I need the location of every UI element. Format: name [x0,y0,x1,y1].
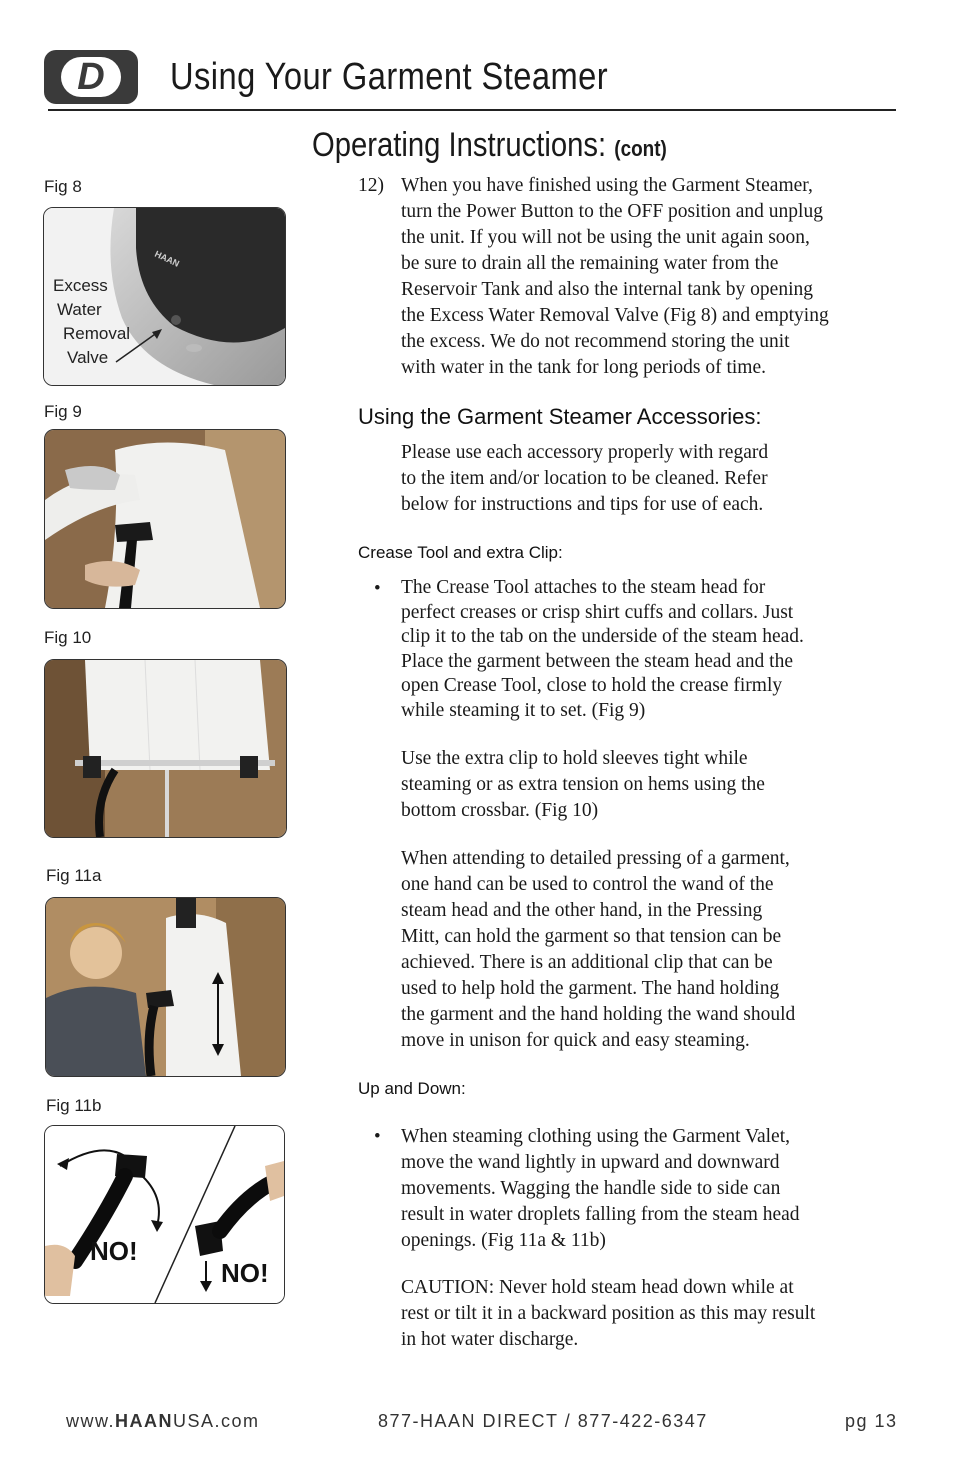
text-line: in hot water discharge. [401,1329,579,1350]
fig-10-image [44,659,287,838]
text-line: Please use each accessory properly with regard [401,442,769,463]
text-line: steam head and the other hand, in the Pressing [401,900,763,921]
text-line: below for instructions and tips for use of each. [401,494,764,515]
text-line: The Crease Tool attaches to the steam head for [401,577,766,598]
text-line: the Excess Water Removal Valve (Fig 8) and emptying [401,305,829,326]
text-line: openings. (Fig 11a & 11b) [401,1230,606,1251]
section-badge [44,50,138,104]
step-number: 12) [358,175,384,196]
text-line: Place the garment between the steam head and the [401,650,793,672]
text-line: movements. Wagging the handle side to side can [401,1178,781,1199]
fig-11a-image [45,897,286,1077]
text-line: CAUTION: Never hold steam head down while at [401,1277,794,1298]
footer-url-brand: HAAN [115,1411,174,1431]
text-line: perfect creases or crisp shirt cuffs and collars. Just [401,601,794,623]
title-divider [48,109,896,111]
warning-no-right: NO! [221,1258,269,1288]
accessories-heading: Using the Garment Steamer Accessories: [358,404,762,429]
crease-tool-bullet [401,576,901,723]
text-line: achieved. There is an additional clip that can be [401,952,773,973]
text-line: bottom crossbar. (Fig 10) [401,800,599,821]
section-title [312,126,667,165]
section-title-main: Operating Instructions: [312,126,607,164]
callout-line: Water [57,300,102,319]
text-line: to the item and/or location to be cleaned. Refer [401,468,768,489]
text-line: while steaming it to set. (Fig 9) [401,699,646,721]
text-line: Mitt, can hold the garment so that tension can be [401,926,782,947]
text-line: When you have finished using the Garment Steamer, [401,175,813,196]
text-line: clip it to the tab on the underside of the steam head. [401,626,804,647]
section-title-sub: (cont) [614,136,667,161]
text-line: steaming or as extra tension on hems using the [401,774,765,795]
caution-paragraph [401,1275,901,1353]
text-line: When attending to detailed pressing of a garment, [401,848,790,869]
text-line: the excess. We do not recommend storing the unit [401,331,790,352]
text-line: the unit. If you will not be using the unit again soon, [401,227,810,248]
text-line: the garment and the hand holding the wand should [401,1004,796,1025]
text-line: result in water droplets falling from the steam head [401,1204,800,1225]
fig-11a-label: Fig 11a [46,866,102,885]
text-line: used to help hold the garment. The hand holding [401,978,780,999]
text-line: Reservoir Tank and also the internal tank by opening [401,279,814,300]
up-down-bullet [401,1124,901,1254]
footer-phone: 877-HAAN DIRECT / 877-422-6347 [378,1411,708,1431]
bullet-icon: • [374,578,381,599]
fig-9-label: Fig 9 [44,402,82,421]
section-letter: D [61,57,121,97]
clip-paragraph [401,746,901,824]
footer-url[interactable] [66,1411,260,1432]
warning-no-left: NO! [90,1236,138,1266]
bullet-icon: • [374,1126,381,1147]
text-line: be sure to drain all the remaining water from the [401,253,779,274]
step-12-text [401,173,901,381]
up-down-heading: Up and Down: [358,1079,466,1098]
text-line: When steaming clothing using the Garment Valet, [401,1126,791,1147]
footer-url-suffix: USA.com [173,1411,260,1431]
text-line: move in unison for quick and easy steaming. [401,1030,750,1051]
text-line: move the wand lightly in upward and downward [401,1152,780,1173]
callout-line: Excess [53,276,108,295]
footer-url-prefix: www. [66,1411,116,1431]
callout-line: Valve [67,348,109,367]
callout-arrow-icon [110,310,170,370]
text-line: turn the Power Button to the OFF position and unplug [401,201,823,222]
fig-10-label: Fig 10 [44,628,92,647]
text-line: with water in the tank for long periods of time. [401,357,766,378]
page-title: Using Your Garment Steamer [170,56,609,98]
callout-line: Removal [63,324,131,343]
text-line: rest or tilt it in a backward position as this may result [401,1303,816,1324]
fig-8-brand-mark: HAAN [153,248,181,269]
accessories-intro [401,440,901,518]
text-line: open Crease Tool, close to hold the crease firmly [401,675,783,696]
text-line: one hand can be used to control the wand of the [401,874,774,895]
fig-8-label: Fig 8 [44,177,82,196]
fig-11b-label: Fig 11b [46,1096,102,1115]
fig-9-image [44,429,286,609]
crease-tool-heading: Crease Tool and extra Clip: [358,543,563,562]
text-line: Use the extra clip to hold sleeves tight while [401,748,748,769]
page-number: pg 13 [845,1411,898,1431]
pressing-paragraph [401,846,901,1054]
